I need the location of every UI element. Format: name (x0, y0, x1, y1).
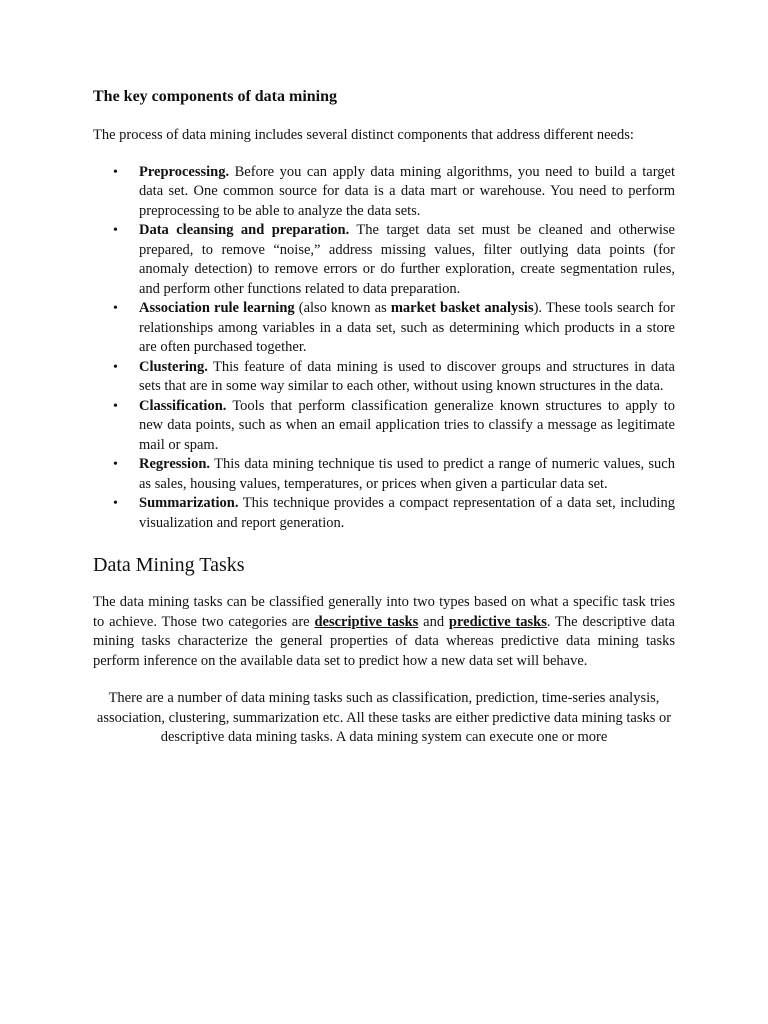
item-term: Regression. (139, 456, 211, 472)
item-text: Tools that perform classification generalize known structures to apply to new data points, such as when an email application tries to classify a message as legitimate mail or spam. (139, 397, 675, 453)
bullet-icon: • (113, 457, 118, 472)
bullet-icon: • (113, 359, 118, 375)
item-term: Preprocessing. (139, 163, 230, 180)
item-term: Data cleansing and preparation. (139, 222, 350, 238)
item-text: ). These tools search for relationships among variables in a data set, such as determining which products in a store are often purchased together. (139, 300, 675, 355)
intro-paragraph: The process of data mining includes several distinct components that address different needs: (93, 127, 634, 143)
bullet-icon: • (113, 164, 118, 180)
item-term: Summarization. (139, 495, 239, 511)
paragraph-text: . The descriptive data mining tasks characterize the general properties of data whereas predictive data mining tasks perform inference on the available data set to predict how a new data set will behave. (93, 613, 675, 669)
item-term: Association rule learning (139, 300, 295, 316)
list-item (93, 455, 675, 494)
list-item (93, 397, 675, 456)
list-item (93, 221, 675, 299)
tasks-paragraph (93, 593, 675, 671)
descriptive-tasks-link[interactable]: descriptive tasks (314, 613, 419, 630)
list-item (93, 358, 675, 397)
tasks-list-paragraph: There are a number of data mining tasks such as classification, prediction, time-series analysis, association, clustering, summarization etc. All these tasks are either predictive data mining tasks or descriptive data mining tasks. A data mining system can execute one or more (96, 690, 672, 745)
item-text: This technique provides a compact representation of a data set, including visualization and report generation. (139, 495, 675, 531)
paragraph-text: and (418, 613, 449, 630)
predictive-tasks-link[interactable]: predictive tasks (448, 613, 547, 630)
item-text: This feature of data mining is used to discover groups and structures in data sets that are in some way similar to each other, without using known structures in the data. (139, 358, 675, 394)
item-term: Clustering. (139, 358, 208, 375)
bullet-icon: • (113, 496, 118, 511)
bullet-icon: • (113, 301, 118, 316)
item-term-secondary: market basket analysis (390, 300, 534, 316)
section-heading-data-mining-tasks: Data Mining Tasks (93, 554, 245, 576)
list-item (93, 299, 675, 358)
item-text: Before you can apply data mining algorithms, you need to build a target data set. One common source for data is a data mart or warehouse. You need to perform preprocessing to be able to analyze the data sets. (139, 163, 675, 219)
list-item (93, 494, 675, 533)
item-term: Classification. (139, 397, 227, 414)
list-item (93, 163, 675, 222)
bullet-icon: • (113, 398, 118, 414)
components-bullet-list (93, 163, 675, 534)
item-text: (also known as (294, 300, 391, 316)
item-text: This data mining technique tis used to predict a range of numeric values, such as sales, housing values, temperatures, or prices when given a particular data set. (139, 456, 675, 492)
section-heading-key-components: The key components of data mining (93, 88, 338, 105)
item-text: The target data set must be cleaned and otherwise prepared, to remove “noise,” address missing values, filter outlying data points (for anomaly detection) to remove errors or do further exploration, create segmentation rules, and perform other functions related to data preparation. (139, 222, 675, 297)
paragraph-text: The data mining tasks can be classified generally into two types based on what a specific task tries to achieve. Those two categories are (93, 594, 675, 630)
bullet-icon: • (113, 223, 118, 238)
document-page (93, 86, 675, 748)
